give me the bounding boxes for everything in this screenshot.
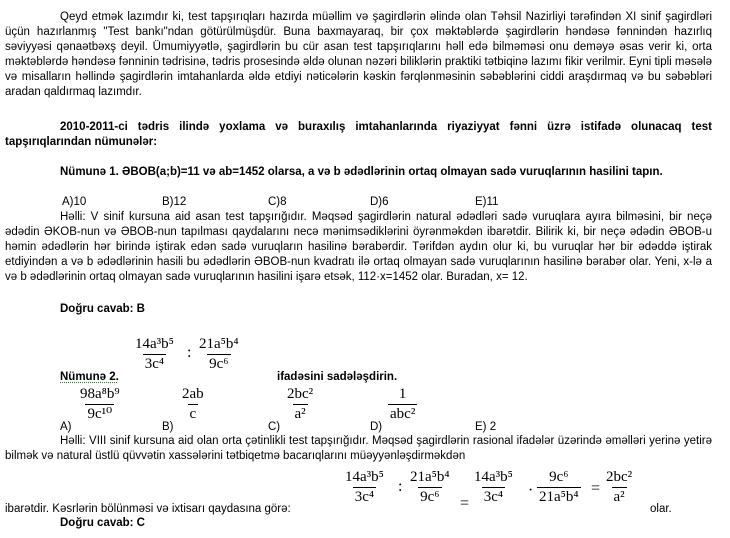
step-tail: olar. [650, 503, 672, 515]
example-2-option-d-value: 1 abc² [390, 386, 416, 422]
example-1-prompt: Nümunə 1. ƏBOB(a;b)=11 və ab=1452 olarsa, a və b ədədlərinin ortaq olmayan sadə vuruqlarının hasilini tapın. [60, 166, 663, 178]
step-op-equals-2: = [591, 480, 601, 497]
section-heading: 2010-2011-ci tədris ilində yoxlama və buraxılış imtahanlarında riyaziyyat fənni üzrə istifadə olunacaq test tapşırıqlarından nümunələr: [5, 121, 712, 148]
example-2-option-e-label: E) 2 [475, 421, 497, 433]
expr-divide-sign: : [187, 344, 192, 361]
step-op-multiply: · [528, 482, 534, 499]
example-2-option-a-label: A) [60, 421, 72, 433]
expr-right-numerator: 21a⁵b⁴ [199, 336, 239, 352]
example-2-option-b-label: B) [162, 421, 174, 433]
example-1-option-a: A)10 [62, 196, 87, 208]
example-1-answer: Doğru cavab: B [60, 303, 145, 315]
step-fraction-3: $\frac{\text{14a³b⁵}}{\text{3c⁴}}$ [474, 469, 513, 505]
expr-left-denominator: 3c⁴ [144, 356, 165, 372]
example-2-option-c-value: $\frac{\text{2bc²}}{\text{a²}}$ [287, 386, 314, 422]
example-2-solution [5, 434, 712, 464]
step-op-divide: : [398, 478, 403, 495]
expr-right-fraction [197, 336, 241, 373]
step-fraction-result: $\frac{\text{2bc²}}{\text{a²}}$ [606, 469, 633, 505]
example-2-option-c-label: C) [268, 421, 281, 433]
step-fraction-2: $\frac{\text{21a⁵b⁴}}{\text{9c⁶}}$ [410, 469, 450, 505]
example-1-solution-text: Həlli: V sinif kursuna aid asan test tapşırığıdır. Məqsəd şagirdlərin natural ədədləri sadə vuruqlara ayıra bilməsini, bir neçə ədədin ƏKOB-nun və ƏBOB-nun tapılması qaydalarını necə mənimsədiklərini öyrənməkdən ibarətdir. Bilirik ki, bir neçə ədədin ƏBOB-u həmin ədədlərin hər birində iştirak edən sadə vuruqların hasilinə bərabərdir. Tərifdən aydın olur ki, bu vuruqlar hər bir ədəddə iştirak etdiyindən a və b ədədlərinin hasili bu ədədlərin ƏBOB-nun kvadratı ilə ortaq olmayan sadə vuruqlarının hasilinə bərabər olar. Yeni, x-lə a və b ədədlərinin ortaq olmayan sadə vuruqlarının hasilini işarə etsək, 112·x=1452 olar. Buradan, x= 12. [5, 211, 712, 283]
example-2-solution-end: ibarətdir. Kəsrlərin bölünməsi və ixtisarı qaydasına görə: [5, 503, 291, 515]
step-fraction-1: $\frac{\text{14a³b⁵}}{\text{3c⁴}}$ [345, 469, 384, 505]
expr-left-fraction [133, 336, 176, 373]
example-1-option-d: D)6 [370, 196, 389, 208]
example-2-task: ifadəsini sadələşdirin. [277, 371, 398, 383]
expr-right-denominator: 9c⁶ [209, 356, 229, 372]
example-2-option-d-label: D) [370, 421, 383, 433]
example-2-option-a-value: $\frac{\text{98a⁸b⁹}}{\text{9c¹⁰}}$ [80, 386, 120, 422]
step-fraction-4: $\frac{\text{9c⁶}}{\text{21a⁵b⁴}}$ [539, 469, 579, 505]
example-1-option-b: B)12 [162, 196, 187, 208]
intro-paragraph: Qeyd etmək lazımdır ki, test tapşırıqları hazırda müəllim və şagirdlərin əlində olan Təhsil Nazirliyi tərəfindən XI sinif şagirdləri üçün hazırlanmış "Test bankı"ndan götürülmüşdür. Buna baxmayaraq, bir çox məktəblərdə şagirdlərin həndəsə fənnindən hazırlıq səviyyəsi qənaətbəxş deyil. Ümumiyyətlə, şagirdlərin bu cür asan test tapşırıqlarını həll edə bilməməsi onu deməyə əsas verir ki, orta məktəblərdə həndəsə fənninin tədrisinə, tədris prosesində əldə olunan nəzəri biliklərin praktiki tətbiqinə lazımı fikir verilmir. Eyni tipli məsələ və misalların həllində şagirdlərin imtahanlarda əldə etdiyi nəticələrin kəskin fərqlənməsinin səbəblərini ciddi araşdırmaq və bu səbəbləri aradan qaldırmaq lazımdır. [5, 11, 712, 98]
example-2-answer: Doğru cavab: C [60, 517, 145, 529]
step-op-equals-1: = [460, 495, 470, 512]
example-2-label: Nümunə 2. [60, 371, 119, 383]
example-2-solution-text: Həlli: VIII sinif kursuna aid olan orta çətinlikli test tapşırığıdır. Məqsəd şagirdlərin rasional ifadələr üzərində əməlləri yerinə yetirə bilmək və natural üstlü qüvvətin xassələrini tətbiqetmə bacarıqlarını müəyyənləşdirməkdən [5, 435, 712, 462]
example-2-option-b-value: $\frac{2ab}{c}$ [182, 386, 204, 422]
expr-left-numerator: 14a³b⁵ [135, 336, 174, 352]
example-1-option-e: E)11 [475, 196, 499, 208]
example-1-option-c: C)8 [268, 196, 287, 208]
example-1-solution [5, 210, 712, 285]
